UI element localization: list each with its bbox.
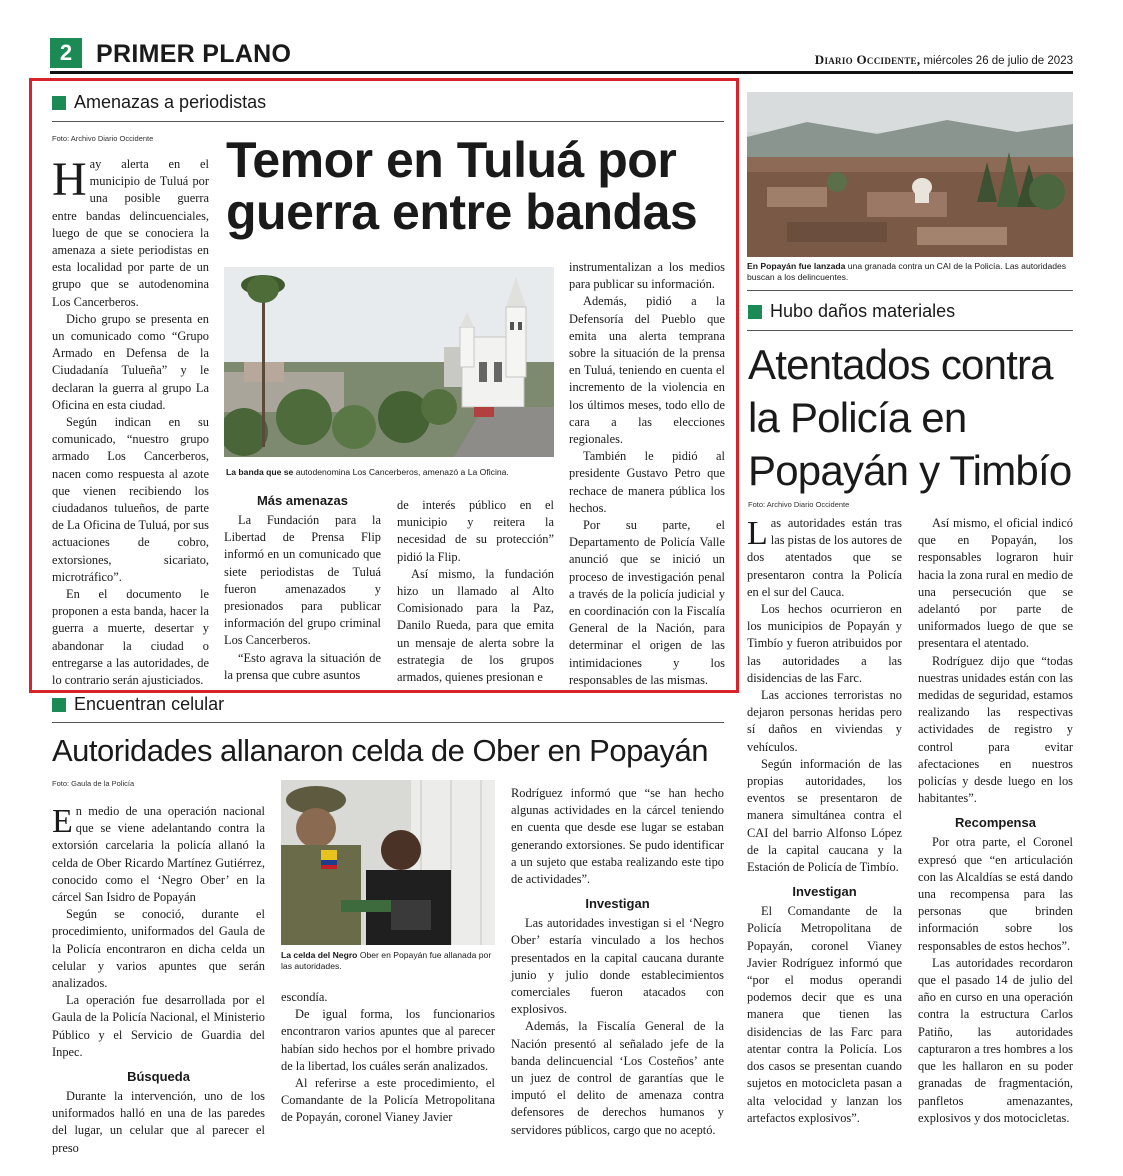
article2-kicker: Hubo daños materiales [748,301,955,322]
article1-column-3: de interés público en el municipio y reitera la necesidad de su protección” pidió la Flip. Así mismo, la fundación hizo un llamado al Alto Comisionado para la Paz, Danilo Rueda, para que emita un mensaje de alerta sobre la estrategia de los grupos armados, quienes presionan e [397,498,554,685]
section-title: PRIMER PLANO [96,40,292,68]
subhead-mas-amenazas: Más amenazas [256,493,349,508]
issue-date: miércoles 26 de julio de 2023 [923,55,1073,67]
kicker-square-icon [748,305,762,319]
subhead-recompensa: Recompensa [955,815,1036,831]
kicker-rule [747,330,1073,331]
article1-headline: Temor en Tuluá por guerra entre bandas [226,132,698,240]
article2-photo-credit: Foto: Archivo Diario Occidente [748,500,850,509]
article1-kicker: Amenazas a periodistas [52,92,266,113]
dropcap: L [747,515,768,552]
tulua-church-illustration [224,267,554,457]
article3-headline: Autoridades allanaron celda de Ober en Popayán [52,733,709,768]
kicker-square-icon [52,698,66,712]
masthead [815,52,1073,68]
subhead-investigan: Investigan [585,896,650,912]
page-number: 2 [50,38,82,68]
cell-raid-illustration [281,780,495,945]
article3-column-3: Rodríguez informó que “se han hecho algunas actividades en la cárcel teniendo en cuenta que desde ese lugar se estaban generando extorsiones. Se pudo identificar a un sujeto que estaba realizando este tipo de actividades”. Investigan Las autoridades investigan si el ‘Negro Ober’ estaría vinculado a los hechos presentados en la capital caucana durante junio y julio donde establecimientos comerciales fueron atacados con explosivos. Además, la Fiscalía General de la Nación presentó al señalado jefe de la banda delincuencial ‘Los Costeños’ ante un juez de control de garantías que le imputó el delito de amenaza contra defensores de derechos humanos y servidores públicos, cargo que no aceptó. [511,786,724,1137]
caption-rule [747,290,1073,291]
dropcap: H [52,153,87,206]
article2-photo-caption: En Popayán fue lanzada una granada contra un CAI de la Policía. Las autoridades buscan a los delincuentes. [747,261,1067,282]
subhead-investigan: Investigan [792,884,857,900]
popayan-city-photo [747,92,1073,257]
article1-column-2: Más amenazas La Fundación para la Libertad de Prensa Flip informó en un comunicado que siete periodistas de Tuluá fueron amenazados y presionados para publicar información del grupo criminal Los Cancerberos. “Esto agrava la situación de la prensa que cubre asuntos [224,493,381,682]
article3-photo-caption: La celda del Negro Ober en Popayán fue allanada por las autoridades. [281,950,492,971]
subhead-busqueda: Búsqueda [127,1069,190,1085]
article3-kicker: Encuentran celular [52,694,224,715]
article2-column-2: Así mismo, el oficial indicó que en Popayán, los responsables lograron huir hacia la zona rural en medio de una persecución que se adelantó por parte de uniformados luego de que se presentara el atentado. Rodríguez dijo que “todas nuestras unidades están con las medidas de seguridad, estamos realizando las respectivas actividades de registro y control para evitar afectaciones en nuestros policías y desde luego en los habitantes”. Recompensa Por otra parte, el Coronel expresó que “en articulación con las Alcaldías se está dando una recompensa para las personas que brinden información sobre los responsables de estos hechos”. Las autoridades recordaron que el pasado 14 de julio del año en curso en una operación contra la estructura Carlos Patiño, las autoridades capturaron a tres hombres a los que les hallaron en su poder granadas de fragmentación, panfletos amenazantes, explosivos y dos motocicletas. [918,516,1073,1125]
article1-photo-caption: La banda que se autodenomina Los Cancerberos, amenazó a La Oficina. [226,467,509,477]
article1-column-1: Hay alerta en el municipio de Tuluá por una posible guerra entre bandas delincuenciales, luego de que se conociera la amenaza a siete periodistas en esta localidad por parte de un grupo que se autodenomina Los Cancerberos. Dicho grupo se presenta en un comunicado como “Grupo Armado en Defensa de la Ciudadanía Tulueña” y le declaran la guerra al grupo La Oficina en esta ciudad. Según indican en su comunicado, “nuestro grupo armado Los Cancerberos, nacen como respuesta al azote que vienen recibiendo los ciudadanos tulueños, de parte de La Oficina de Tuluá, por sus actuaciones de cobro, extorsiones, sicariato, microtráfico”. En el documento le proponen a esta banda, hacer la guerra a muerte, desertar y abandonar la ciudad o entregarse a las autoridades, de lo contrario serán ajusticiados. [52,153,209,688]
article2-column-1: Las autoridades están tras las pistas de los autores de dos atentados que se presentaron contra la Policía en el sur del Cauca. Los hechos ocurrieron en los municipios de Popayán y Timbío y fueron atribuidos por las autoridades a las disidencias de las Farc. Las acciones terroristas no dejaron personas heridas pero sí daños en viviendas y vehículos. Según información de las propias autoridades, los eventos se presentaron de manera simultánea contra el CAI del barrio Alfonso López de la capital caucana y la Estación de Policía de Timbío. Investigan El Comandante de la Policía Metropolitana de Popayán, coronel Vianey Javier Rodríguez informó que “por el modus operandi podemos decir que es una manera que tienen las disidencias de las Farc para atentar contra la Policía. Los dos casos se presentan cuando sujetos en motocicleta pasan a alta velocidad y lanzan los artefactos explosivos”. [747,515,902,1125]
kicker-rule [52,722,724,723]
article3-column-1: En medio de una operación nacional que se viene adelantando contra la extorsión carcelaria la policía allanó la celda de Ober Ricardo Martínez Gutiérrez, conocido como el ‘Negro Ober’ en la cárcel San Isidro de Popayán Según se conoció, durante el procedimiento, uniformados del Gaula de la Policía encontraron en dicha celda un celular y varios apuntes que serán analizados. La operación fue desarrollada por el Gaula de la Policía Nacional, el Ministerio Público y el Servicio de Guardia del Inpec. Búsqueda Durante la intervención, uno de los uniformados halló en una de las paredes del lugar, un celular que al parecer el preso [52,803,265,1155]
cell-raid-photo [281,780,495,945]
popayan-illustration [747,92,1073,257]
kicker-square-icon [52,96,66,110]
tulua-church-photo [224,267,554,457]
newspaper-name: Diario Occidente, [814,52,921,67]
article2-headline: Atentados contra la Policía en Popayán y Timbío [748,341,1072,494]
article1-column-4: instrumentalizan a los medios para publicar su información. Además, pidió a la Defensoría del Pueblo que emita una alerta temprana sobre la situación de la prensa en Tuluá, teniendo en cuenta el incremento de la violencia en los últimos meses, todo ello de cara a las elecciones regionales. También le pidió al presidente Gustavo Petro que rechace de manera pública los hechos. Por su parte, el Departamento de Policía Valle anunció que se inició un proceso de investigación penal a través de la policía judicial y en coordinación con la Fiscalía General de la Nación, para determinar el origen de las intimidaciones y los responsables de las mismas. [569,260,725,687]
dropcap: E [52,803,73,840]
article3-photo-credit: Foto: Gaula de la Policía [52,779,135,788]
article1-photo-credit: Foto: Archivo Diario Occidente [52,134,154,143]
kicker-rule [52,121,724,122]
article3-column-2: escondía. De igual forma, los funcionarios encontraron varios apuntes que al parecer habían sido hechos por el hombre privado de la libertad, los cuáles serán analizados. Al referirse a este procedimiento, el Comandante de la Policía Metropolitana de Popayán, coronel Vianey Javier [281,990,495,1125]
header-rule [50,71,1073,74]
